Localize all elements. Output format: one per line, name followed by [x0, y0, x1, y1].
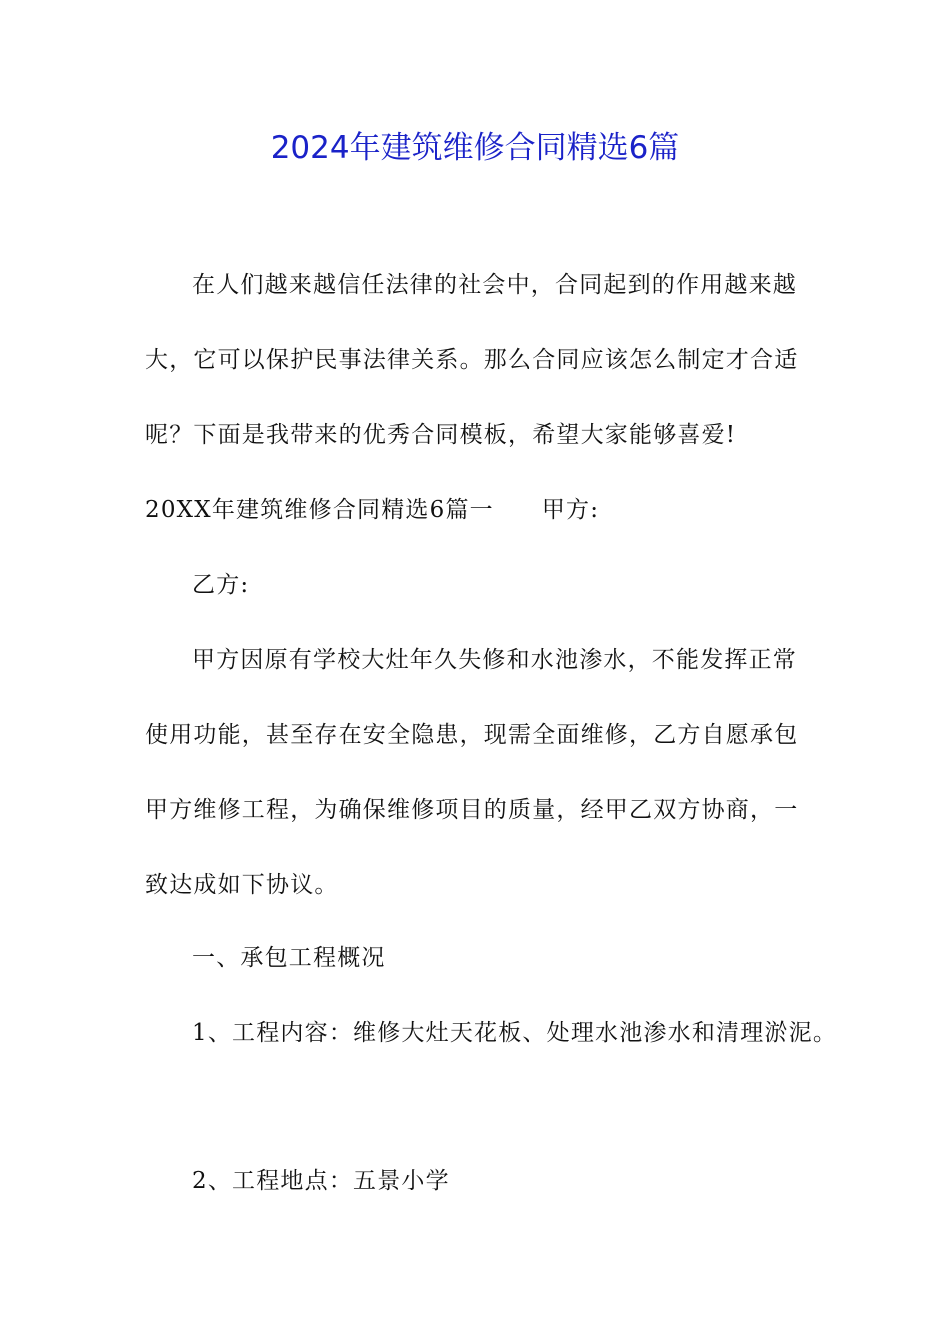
intro-line-3: 呢？下面是我带来的优秀合同模板，希望大家能够喜爱! — [145, 422, 737, 448]
party-b-label: 乙方: — [192, 572, 250, 598]
document-title: 2024年建筑维修合同精选6篇 — [270, 130, 680, 166]
clause-2: 2、工程地点：五景小学 — [192, 1168, 450, 1194]
body-line-3: 甲方维修工程，为确保维修项目的质量，经甲乙双方协商，一 — [145, 797, 799, 823]
intro-line-1: 在人们越来越信任法律的社会中，合同起到的作用越来越 — [192, 272, 797, 298]
section-heading: 20XX年建筑维修合同精选6篇一 — [145, 497, 494, 523]
intro-line-2: 大，它可以保护民事法律关系。那么合同应该怎么制定才合适 — [145, 347, 799, 373]
section-heading-row — [145, 495, 599, 525]
body-line-2: 使用功能，甚至存在安全隐患，现需全面维修，乙方自愿承包 — [145, 722, 799, 748]
party-a-label: 甲方: — [541, 497, 600, 523]
clause-1: 1、工程内容：维修大灶天花板、处理水池渗水和清理淤泥。 — [192, 1020, 838, 1046]
body-line-4: 致达成如下协议。 — [145, 872, 339, 898]
body-line-1: 甲方因原有学校大灶年久失修和水池渗水，不能发挥正常 — [192, 647, 797, 673]
clause-heading: 一、承包工程概况 — [192, 945, 386, 971]
